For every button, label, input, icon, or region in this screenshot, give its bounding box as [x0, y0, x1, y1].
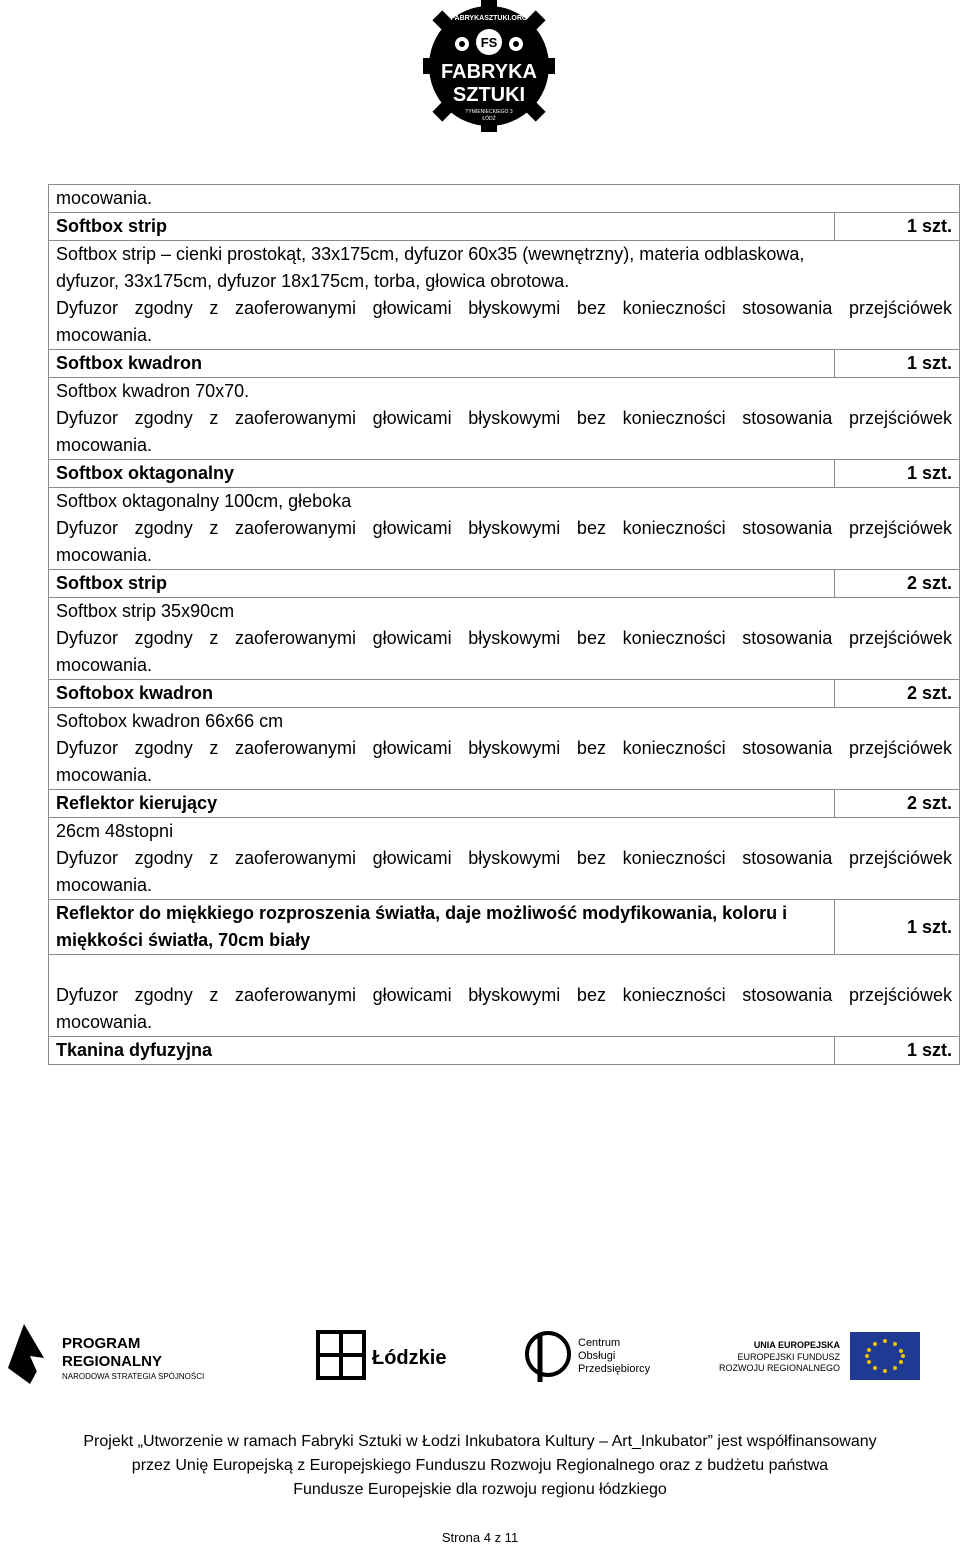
item-description-row [49, 708, 960, 790]
item-description-row [49, 378, 960, 460]
item-header-row [49, 790, 960, 818]
item-description-row [49, 598, 960, 680]
item-quantity: 2 szt. [835, 790, 960, 818]
continuation-text: mocowania. [49, 185, 960, 213]
svg-text:REGIONALNY: REGIONALNY [62, 1353, 163, 1370]
continuation-row [49, 185, 960, 213]
item-header-row [49, 680, 960, 708]
description-line: Dyfuzor zgodny z zaoferowanymi głowicami błyskowymi bez konieczności stosowania przejściówek [56, 848, 952, 868]
svg-text:FABRYKASZTUKI.ORG: FABRYKASZTUKI.ORG [450, 15, 528, 22]
item-description-row [49, 955, 960, 1037]
description-line: mocowania. [56, 875, 153, 895]
description-line: mocowania. [56, 545, 153, 565]
item-name: Reflektor kierujący [49, 790, 835, 818]
item-header-row [49, 1037, 960, 1065]
item-name: Reflektor do miękkiego rozproszenia światła, daje możliwość modyfikowania, koloru i miękkości światła, 70cm biały [49, 900, 835, 955]
description-line: Dyfuzor zgodny z zaoferowanymi głowicami błyskowymi bez konieczności stosowania przejściówek [56, 738, 952, 758]
item-quantity: 1 szt. [835, 900, 960, 955]
item-description [49, 955, 960, 1037]
svg-text:NARODOWA STRATEGIA SPÓJNOŚCI: NARODOWA STRATEGIA SPÓJNOŚCI [62, 1372, 205, 1381]
item-quantity: 1 szt. [835, 460, 960, 488]
footer-line-2: przez Unię Europejską z Europejskiego Funduszu Rozwoju Regionalnego oraz z budżetu państwa [131, 1457, 829, 1474]
lodzkie-logo [318, 1332, 446, 1378]
description-line: mocowania. [56, 655, 153, 675]
description-line: Softbox strip 35x90cm [56, 601, 235, 621]
item-name: Softobox kwadron [49, 680, 835, 708]
page-number: Strona 4 z 11 [441, 1530, 519, 1545]
svg-text:Przedsiębiorcy: Przedsiębiorcy [578, 1363, 651, 1375]
footer-line-3: Fundusze Europejskie dla rozwoju regionu łódzkiego [293, 1481, 667, 1498]
description-line: mocowania. [56, 765, 153, 785]
item-quantity: 1 szt. [835, 213, 960, 241]
svg-text:Obsługi: Obsługi [578, 1350, 616, 1362]
description-line: dyfuzor, 33x175cm, dyfuzor 18x175cm, torba, głowica obrotowa. [56, 271, 570, 291]
item-description-row [49, 241, 960, 350]
svg-text:FABRYKA: FABRYKA [441, 61, 537, 83]
description-line [56, 955, 952, 982]
program-regionalny-logo [8, 1324, 204, 1384]
description-line: Dyfuzor zgodny z zaoferowanymi głowicami błyskowymi bez konieczności stosowania przejściówek [56, 628, 952, 648]
item-description [49, 818, 960, 900]
description-line: mocowania. [56, 435, 153, 455]
svg-text:TYMIENIECKIEGO 3: TYMIENIECKIEGO 3 [465, 109, 513, 115]
description-line: Softbox oktagonalny 100cm, głeboka [56, 491, 352, 511]
svg-text:Łódzkie: Łódzkie [372, 1347, 447, 1369]
eu-logo [719, 1332, 920, 1380]
svg-text:UNIA EUROPEJSKA: UNIA EUROPEJSKA [753, 1340, 840, 1350]
funding-footer [0, 1430, 960, 1502]
funding-logos [0, 1318, 960, 1390]
item-description [49, 488, 960, 570]
item-header-row [49, 213, 960, 241]
svg-text:SZTUKI: SZTUKI [452, 84, 526, 106]
item-quantity: 2 szt. [835, 680, 960, 708]
footer-line-1: Projekt „Utworzenie w ramach Fabryki Sztuki w Łodzi Inkubatora Kultury – Art_Inkubator” jest współfinansowany [83, 1433, 877, 1450]
svg-text:Centrum: Centrum [578, 1337, 621, 1349]
svg-text:FS: FS [480, 35, 498, 50]
item-description [49, 708, 960, 790]
item-description-row [49, 488, 960, 570]
item-description [49, 378, 960, 460]
item-quantity: 2 szt. [835, 570, 960, 598]
description-line: Softbox kwadron 70x70. [56, 381, 250, 401]
description-line: mocowania. [56, 325, 153, 345]
item-header-row [49, 460, 960, 488]
description-line: Dyfuzor zgodny z zaoferowanymi głowicami błyskowymi bez konieczności stosowania przejściówek [56, 298, 952, 318]
item-name: Softbox oktagonalny [49, 460, 835, 488]
svg-text:ŁÓDŹ: ŁÓDŹ [482, 116, 496, 122]
svg-text:ROZWOJU REGIONALNEGO: ROZWOJU REGIONALNEGO [718, 1363, 840, 1373]
item-name: Softbox kwadron [49, 350, 835, 378]
description-line: Dyfuzor zgodny z zaoferowanymi głowicami błyskowymi bez konieczności stosowania przejściówek [56, 408, 952, 428]
svg-text:PROGRAM: PROGRAM [62, 1335, 141, 1352]
item-description [49, 241, 960, 350]
item-name: Tkanina dyfuzyjna [49, 1037, 835, 1065]
equipment-table [48, 184, 960, 1065]
item-quantity: 1 szt. [835, 1037, 960, 1065]
item-header-row [49, 350, 960, 378]
description-line: Softbox strip – cienki prostokąt, 33x175cm, dyfuzor 60x35 (wewnętrzny), materia odblaskowa, [56, 244, 805, 264]
description-line: mocowania. [56, 1012, 153, 1032]
centrum-obslugi-logo [527, 1333, 651, 1382]
description-line: Dyfuzor zgodny z zaoferowanymi głowicami błyskowymi bez konieczności stosowania przejściówek [56, 985, 952, 1005]
description-line: 26cm 48stopni [56, 821, 174, 841]
item-quantity: 1 szt. [835, 350, 960, 378]
item-name: Softbox strip [49, 213, 835, 241]
item-name: Softbox strip [49, 570, 835, 598]
item-header-row [49, 570, 960, 598]
description-line: Dyfuzor zgodny z zaoferowanymi głowicami błyskowymi bez konieczności stosowania przejściówek [56, 518, 952, 538]
svg-text:EUROPEJSKI FUNDUSZ: EUROPEJSKI FUNDUSZ [737, 1352, 840, 1362]
item-header-row [49, 900, 960, 955]
item-description [49, 598, 960, 680]
item-description-row [49, 818, 960, 900]
description-line: Softobox kwadron 66x66 cm [56, 711, 284, 731]
fabryka-sztuki-logo [418, 0, 560, 140]
